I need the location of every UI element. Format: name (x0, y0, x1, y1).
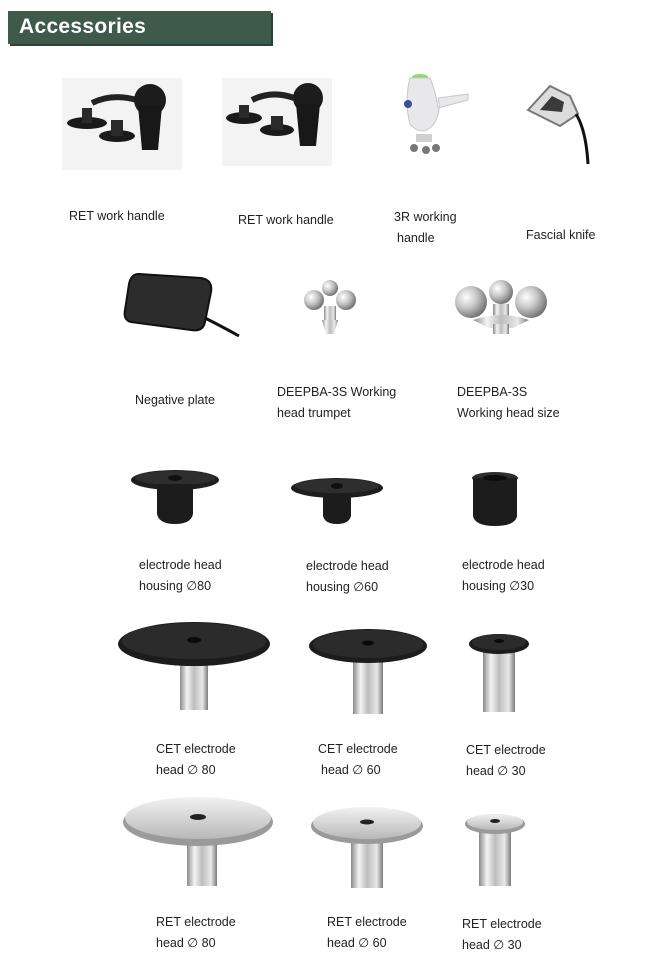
ret-30-label: RET electrode head ∅ 30 (462, 917, 542, 952)
deepba-trumpet-label: DEEPBA-3S Working head trumpet (277, 385, 397, 420)
cet-80-image (118, 620, 270, 712)
negative-plate-image (121, 270, 243, 338)
fascial-knife-image (520, 82, 598, 168)
ret-work-handle-2-label: RET work handle (238, 213, 334, 227)
housing-30-label: electrode head housing ∅30 (462, 558, 545, 593)
cet-60-image (309, 628, 427, 714)
housing-60-image (291, 478, 383, 524)
deepba-trumpet-image (300, 280, 358, 336)
housing-80-image (131, 470, 219, 526)
ret-work-handle-2-image (222, 78, 332, 166)
deepba-size-image (453, 280, 549, 336)
ret-80-label: RET electrode head ∅ 80 (156, 915, 236, 950)
deepba-size-label: DEEPBA-3S Working head size (457, 385, 560, 420)
cet-60-label: CET electrode head ∅ 60 (318, 742, 398, 777)
cet-30-image (469, 632, 529, 714)
3r-working-handle-image (398, 72, 474, 156)
ret-80-image (123, 796, 273, 888)
fascial-knife-label: Fascial knife (526, 228, 596, 242)
housing-60-label: electrode head housing ∅60 (306, 559, 389, 594)
ret-work-handle-label: RET work handle (69, 209, 165, 223)
negative-plate-label: Negative plate (135, 393, 215, 407)
cet-80-label: CET electrode head ∅ 80 (156, 742, 236, 777)
ret-30-image (465, 812, 525, 888)
ret-work-handle-image (62, 78, 182, 170)
housing-30-image (471, 472, 519, 526)
section-header (8, 11, 271, 44)
housing-80-label: electrode head housing ∅80 (139, 558, 222, 593)
section-title: Accessories (19, 15, 147, 38)
cet-30-label: CET electrode head ∅ 30 (466, 743, 546, 778)
ret-60-label: RET electrode head ∅ 60 (327, 915, 407, 950)
ret-60-image (311, 806, 423, 888)
3r-working-handle-label: 3R working handle (394, 210, 457, 245)
